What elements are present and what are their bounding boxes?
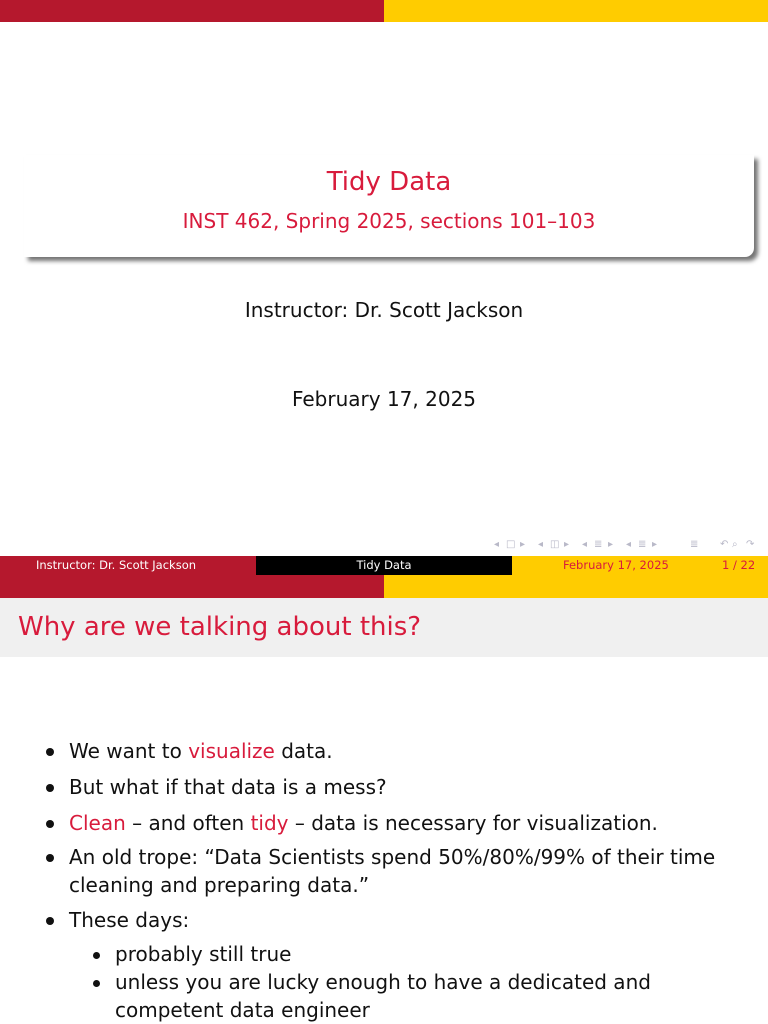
text: – data is necessary for visualization.: [288, 811, 658, 835]
nav-left-arrow-icon[interactable]: ◂: [494, 539, 500, 550]
footer-author: Instructor: Dr. Scott Jackson: [0, 556, 256, 575]
text: unless you are lucky enough to have a dedicated and competent data engineer: [115, 970, 651, 1022]
highlight-word: visualize: [188, 739, 275, 763]
author-line: Instructor: Dr. Scott Jackson: [244, 298, 524, 322]
bullet-icon: [93, 952, 100, 959]
nav-section-icon[interactable]: ≣: [594, 539, 603, 550]
nav-forward-icon[interactable]: ↷: [746, 539, 755, 550]
presentation-subtitle: INST 462, Spring 2025, sections 101–103: [182, 209, 596, 233]
nav-frame-icon[interactable]: □: [506, 539, 516, 550]
highlight-word: Clean: [69, 811, 126, 835]
nav-search-icon[interactable]: ⌕: [732, 539, 738, 550]
date-line: February 17, 2025: [291, 387, 477, 411]
bullet-icon: [46, 854, 54, 862]
frame-title-bar: [0, 598, 768, 657]
footer-date-page: [512, 556, 768, 575]
bottom-band-gold: [384, 575, 768, 598]
top-band-red: [0, 0, 384, 22]
nav-right-arrow-icon[interactable]: ▸: [564, 539, 570, 550]
text: data.: [274, 739, 333, 763]
presentation-title: Tidy Data: [326, 167, 452, 197]
bottom-band-red: [0, 575, 384, 598]
text: An old trope: “Data Scientists spend 50%/80%/99% of their time cleaning and preparing data.”: [69, 845, 716, 897]
nav-back-icon[interactable]: ↶: [720, 539, 729, 550]
bullet-icon: [46, 784, 54, 792]
bullet-icon: [46, 820, 54, 828]
content-slide: [0, 598, 768, 1024]
title-block: [24, 155, 754, 257]
footer-date: February 17, 2025: [563, 558, 669, 572]
bullet-icon: [46, 917, 54, 925]
nav-left-arrow-icon[interactable]: ◂: [582, 539, 588, 550]
text: We want to: [69, 739, 189, 763]
nav-right-arrow-icon[interactable]: ▸: [520, 539, 526, 550]
bullet-icon: [46, 748, 54, 756]
nav-left-arrow-icon[interactable]: ◂: [538, 539, 544, 550]
text: – and often: [125, 811, 251, 835]
footer-title: Tidy Data: [256, 556, 512, 575]
highlight-word: tidy: [250, 811, 289, 835]
text: probably still true: [115, 942, 292, 966]
nav-appendix-icon[interactable]: ≣: [690, 539, 699, 550]
bullet-icon: [93, 980, 100, 987]
beamer-navigation: [494, 538, 764, 552]
text: These days:: [69, 908, 190, 932]
frame-title: Why are we talking about this?: [18, 612, 422, 642]
footer-page-number: 1 / 22: [722, 558, 756, 572]
nav-right-arrow-icon[interactable]: ▸: [652, 539, 658, 550]
text: But what if that data is a mess?: [69, 775, 387, 799]
footline: [0, 556, 768, 598]
nav-left-arrow-icon[interactable]: ◂: [626, 539, 632, 550]
top-band-gold: [384, 0, 768, 22]
nav-subsection-icon[interactable]: ◫: [550, 539, 560, 550]
nav-section-icon[interactable]: ≣: [638, 539, 647, 550]
nav-right-arrow-icon[interactable]: ▸: [608, 539, 614, 550]
